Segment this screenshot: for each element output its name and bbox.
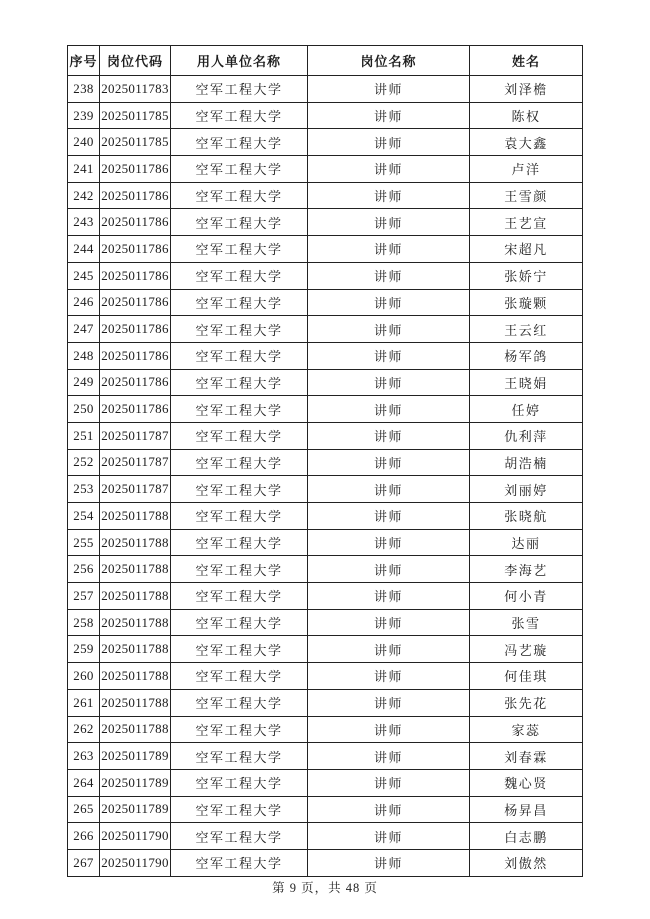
- cell-seq: 245: [68, 262, 100, 289]
- cell-org: 空军工程大学: [171, 316, 308, 343]
- cell-org: 空军工程大学: [171, 182, 308, 209]
- cell-seq: 254: [68, 503, 100, 530]
- cell-name: 王晓娟: [470, 369, 583, 396]
- cell-name: 王艺宣: [470, 209, 583, 236]
- cell-post: 讲师: [308, 609, 470, 636]
- column-header-post: 岗位名称: [308, 46, 470, 76]
- cell-seq: 266: [68, 823, 100, 850]
- cell-name: 杨昇昌: [470, 796, 583, 823]
- table-row: [68, 609, 583, 636]
- cell-org: 空军工程大学: [171, 743, 308, 770]
- table-row: [68, 182, 583, 209]
- table-row: [68, 823, 583, 850]
- column-header-name: 姓名: [470, 46, 583, 76]
- table-row: [68, 556, 583, 583]
- cell-name: 袁大鑫: [470, 129, 583, 156]
- cell-name: 刘泽檐: [470, 76, 583, 103]
- cell-name: 张娇宁: [470, 262, 583, 289]
- cell-code: 2025011790: [100, 823, 171, 850]
- column-header-org: 用人单位名称: [171, 46, 308, 76]
- table-row: [68, 529, 583, 556]
- cell-code: 2025011786: [100, 316, 171, 343]
- cell-org: 空军工程大学: [171, 716, 308, 743]
- cell-org: 空军工程大学: [171, 236, 308, 263]
- column-header-seq: 序号: [68, 46, 100, 76]
- cell-seq: 261: [68, 689, 100, 716]
- cell-org: 空军工程大学: [171, 503, 308, 530]
- cell-name: 魏心贤: [470, 769, 583, 796]
- cell-seq: 241: [68, 156, 100, 183]
- cell-code: 2025011789: [100, 743, 171, 770]
- cell-name: 宋超凡: [470, 236, 583, 263]
- table-row: [68, 236, 583, 263]
- table-row: [68, 129, 583, 156]
- table-row: [68, 849, 583, 876]
- table-row: [68, 289, 583, 316]
- cell-org: 空军工程大学: [171, 396, 308, 423]
- cell-org: 空军工程大学: [171, 796, 308, 823]
- position-table: [67, 45, 583, 877]
- table-row: [68, 262, 583, 289]
- cell-code: 2025011788: [100, 609, 171, 636]
- table-row: [68, 636, 583, 663]
- cell-code: 2025011786: [100, 289, 171, 316]
- table-header-row: [68, 46, 583, 76]
- cell-post: 讲师: [308, 476, 470, 503]
- table-row: [68, 209, 583, 236]
- cell-org: 空军工程大学: [171, 209, 308, 236]
- cell-org: 空军工程大学: [171, 823, 308, 850]
- table-row: [68, 396, 583, 423]
- table-row: [68, 503, 583, 530]
- table-row: [68, 476, 583, 503]
- table-row: [68, 663, 583, 690]
- cell-name: 仇利萍: [470, 422, 583, 449]
- cell-post: 讲师: [308, 663, 470, 690]
- cell-name: 何佳琪: [470, 663, 583, 690]
- cell-name: 李海艺: [470, 556, 583, 583]
- column-header-code: 岗位代码: [100, 46, 171, 76]
- cell-seq: 240: [68, 129, 100, 156]
- cell-name: 张雪: [470, 609, 583, 636]
- table-row: [68, 342, 583, 369]
- cell-org: 空军工程大学: [171, 262, 308, 289]
- cell-name: 王雪颜: [470, 182, 583, 209]
- table-row: [68, 156, 583, 183]
- cell-post: 讲师: [308, 102, 470, 129]
- cell-name: 刘傲然: [470, 849, 583, 876]
- cell-org: 空军工程大学: [171, 369, 308, 396]
- cell-seq: 242: [68, 182, 100, 209]
- cell-code: 2025011788: [100, 529, 171, 556]
- cell-code: 2025011788: [100, 636, 171, 663]
- cell-org: 空军工程大学: [171, 129, 308, 156]
- cell-seq: 243: [68, 209, 100, 236]
- cell-name: 张晓航: [470, 503, 583, 530]
- cell-org: 空军工程大学: [171, 449, 308, 476]
- cell-seq: 259: [68, 636, 100, 663]
- cell-seq: 249: [68, 369, 100, 396]
- cell-name: 胡浩楠: [470, 449, 583, 476]
- cell-code: 2025011788: [100, 503, 171, 530]
- cell-seq: 255: [68, 529, 100, 556]
- cell-code: 2025011787: [100, 449, 171, 476]
- cell-code: 2025011786: [100, 342, 171, 369]
- cell-seq: 262: [68, 716, 100, 743]
- cell-code: 2025011786: [100, 262, 171, 289]
- cell-seq: 247: [68, 316, 100, 343]
- cell-code: 2025011788: [100, 663, 171, 690]
- cell-name: 何小青: [470, 583, 583, 610]
- table-row: [68, 316, 583, 343]
- cell-post: 讲师: [308, 529, 470, 556]
- cell-post: 讲师: [308, 422, 470, 449]
- cell-seq: 263: [68, 743, 100, 770]
- cell-post: 讲师: [308, 129, 470, 156]
- cell-post: 讲师: [308, 743, 470, 770]
- cell-post: 讲师: [308, 503, 470, 530]
- table-row: [68, 689, 583, 716]
- cell-post: 讲师: [308, 796, 470, 823]
- table-row: [68, 449, 583, 476]
- cell-name: 刘春霖: [470, 743, 583, 770]
- cell-code: 2025011788: [100, 716, 171, 743]
- cell-post: 讲师: [308, 262, 470, 289]
- cell-code: 2025011787: [100, 476, 171, 503]
- cell-post: 讲师: [308, 823, 470, 850]
- cell-name: 刘丽婷: [470, 476, 583, 503]
- cell-post: 讲师: [308, 769, 470, 796]
- cell-org: 空军工程大学: [171, 689, 308, 716]
- cell-code: 2025011787: [100, 422, 171, 449]
- cell-name: 杨军鸽: [470, 342, 583, 369]
- cell-code: 2025011790: [100, 849, 171, 876]
- cell-org: 空军工程大学: [171, 529, 308, 556]
- table-row: [68, 583, 583, 610]
- cell-code: 2025011786: [100, 396, 171, 423]
- page-number-footer: 第 9 页，共 48 页: [272, 881, 378, 895]
- cell-org: 空军工程大学: [171, 849, 308, 876]
- cell-org: 空军工程大学: [171, 476, 308, 503]
- cell-seq: 267: [68, 849, 100, 876]
- cell-seq: 258: [68, 609, 100, 636]
- cell-name: 张璇颗: [470, 289, 583, 316]
- cell-code: 2025011786: [100, 156, 171, 183]
- cell-org: 空军工程大学: [171, 422, 308, 449]
- cell-post: 讲师: [308, 449, 470, 476]
- cell-code: 2025011786: [100, 209, 171, 236]
- cell-org: 空军工程大学: [171, 609, 308, 636]
- cell-org: 空军工程大学: [171, 583, 308, 610]
- cell-post: 讲师: [308, 76, 470, 103]
- cell-org: 空军工程大学: [171, 556, 308, 583]
- cell-seq: 248: [68, 342, 100, 369]
- cell-code: 2025011788: [100, 689, 171, 716]
- cell-code: 2025011786: [100, 182, 171, 209]
- table-row: [68, 369, 583, 396]
- cell-post: 讲师: [308, 156, 470, 183]
- table-row: [68, 102, 583, 129]
- cell-seq: 239: [68, 102, 100, 129]
- cell-org: 空军工程大学: [171, 289, 308, 316]
- cell-name: 王云红: [470, 316, 583, 343]
- cell-post: 讲师: [308, 636, 470, 663]
- cell-post: 讲师: [308, 289, 470, 316]
- cell-org: 空军工程大学: [171, 342, 308, 369]
- cell-seq: 244: [68, 236, 100, 263]
- cell-seq: 251: [68, 422, 100, 449]
- cell-post: 讲师: [308, 396, 470, 423]
- cell-name: 家蕊: [470, 716, 583, 743]
- cell-post: 讲师: [308, 716, 470, 743]
- cell-name: 白志鹏: [470, 823, 583, 850]
- cell-seq: 246: [68, 289, 100, 316]
- cell-name: 陈权: [470, 102, 583, 129]
- table-row: [68, 422, 583, 449]
- cell-code: 2025011788: [100, 583, 171, 610]
- cell-post: 讲师: [308, 583, 470, 610]
- cell-code: 2025011789: [100, 796, 171, 823]
- cell-post: 讲师: [308, 209, 470, 236]
- cell-code: 2025011785: [100, 129, 171, 156]
- table-row: [68, 796, 583, 823]
- cell-post: 讲师: [308, 369, 470, 396]
- cell-org: 空军工程大学: [171, 636, 308, 663]
- cell-name: 卢洋: [470, 156, 583, 183]
- cell-org: 空军工程大学: [171, 102, 308, 129]
- cell-code: 2025011785: [100, 102, 171, 129]
- cell-post: 讲师: [308, 182, 470, 209]
- cell-seq: 256: [68, 556, 100, 583]
- cell-org: 空军工程大学: [171, 156, 308, 183]
- cell-org: 空军工程大学: [171, 663, 308, 690]
- cell-post: 讲师: [308, 316, 470, 343]
- cell-seq: 253: [68, 476, 100, 503]
- cell-code: 2025011783: [100, 76, 171, 103]
- cell-code: 2025011786: [100, 369, 171, 396]
- cell-post: 讲师: [308, 849, 470, 876]
- table-row: [68, 76, 583, 103]
- cell-seq: 238: [68, 76, 100, 103]
- cell-seq: 260: [68, 663, 100, 690]
- cell-name: 任婷: [470, 396, 583, 423]
- cell-code: 2025011789: [100, 769, 171, 796]
- cell-name: 冯艺璇: [470, 636, 583, 663]
- cell-code: 2025011786: [100, 236, 171, 263]
- cell-post: 讲师: [308, 342, 470, 369]
- cell-org: 空军工程大学: [171, 769, 308, 796]
- cell-post: 讲师: [308, 556, 470, 583]
- cell-org: 空军工程大学: [171, 76, 308, 103]
- table-row: [68, 716, 583, 743]
- cell-seq: 264: [68, 769, 100, 796]
- table-row: [68, 769, 583, 796]
- cell-post: 讲师: [308, 236, 470, 263]
- cell-seq: 265: [68, 796, 100, 823]
- cell-code: 2025011788: [100, 556, 171, 583]
- cell-name: 达丽: [470, 529, 583, 556]
- cell-seq: 250: [68, 396, 100, 423]
- cell-seq: 257: [68, 583, 100, 610]
- table-row: [68, 743, 583, 770]
- cell-post: 讲师: [308, 689, 470, 716]
- cell-seq: 252: [68, 449, 100, 476]
- cell-name: 张先花: [470, 689, 583, 716]
